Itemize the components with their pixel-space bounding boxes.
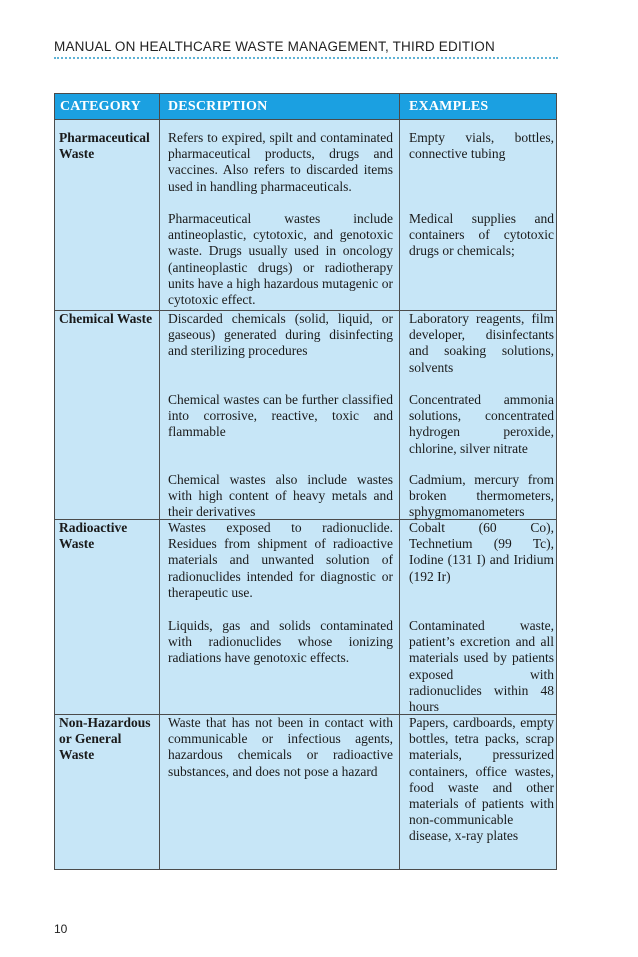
examples-cell: Cobalt (60 Co), Technetium (99 Tc), Iodine (131 I) and Iridium (192 Ir): [409, 520, 554, 584]
column-divider: [399, 94, 400, 869]
description-cell: Pharmaceutical wastes include antineoplastic, cytotoxic, and genotoxic waste. Drugs usually used in oncology (antineoplastic drugs) or radiotherapy units have a high hazardous mutagenic or cytotoxic effect.: [168, 211, 393, 308]
examples-cell: Contaminated waste, patient’s excretion and all materials used by patients exposed with radionuclides within 48 hours: [409, 618, 554, 715]
description-cell: Discarded chemicals (solid, liquid, or gaseous) generated during disinfecting and sterilizing procedures: [168, 311, 393, 359]
header-category: CATEGORY: [60, 99, 141, 114]
examples-cell: Cadmium, mercury from broken thermometers, sphygmomanometers: [409, 472, 554, 520]
examples-cell: Laboratory reagents, film developer, disinfectants and soaking solutions, solvents: [409, 311, 554, 375]
category-radioactive: Radioactive Waste: [59, 520, 128, 552]
waste-category-table: [54, 93, 557, 870]
page-number: 10: [54, 922, 68, 936]
category-non-hazardous: Non-Hazardous or General Waste: [59, 715, 151, 763]
description-cell: Refers to expired, spilt and contaminated pharmaceutical products, drugs and vaccines. Also refers to discarded items used in handling pharmaceuticals.: [168, 130, 393, 194]
table-header-row: [55, 94, 556, 119]
description-cell: Chemical wastes also include wastes with high content of heavy metals and their derivatives: [168, 472, 393, 520]
examples-cell: Empty vials, bottles, connective tubing: [409, 130, 554, 162]
description-cell: Wastes exposed to radionuclide. Residues from shipment of radioactive materials and unwanted solution of radionuclides intended for diagnostic or therapeutic use.: [168, 520, 393, 600]
running-head: MANUAL ON HEALTHCARE WASTE MANAGEMENT, THIRD EDITION: [54, 39, 495, 54]
row-divider: [55, 119, 556, 120]
header-rule: [54, 57, 558, 59]
description-cell: Chemical wastes can be further classified into corrosive, reactive, toxic and flammable: [168, 392, 393, 440]
category-chemical: Chemical Waste: [59, 311, 153, 326]
header-examples: EXAMPLES: [409, 99, 489, 114]
column-divider: [159, 94, 160, 869]
header-description: DESCRIPTION: [168, 99, 268, 114]
examples-cell: Medical supplies and containers of cytotoxic drugs or chemicals;: [409, 211, 554, 259]
examples-cell: Concentrated ammonia solutions, concentrated hydrogen peroxide, chlorine, silver nitrate: [409, 392, 554, 456]
examples-cell: Papers, cardboards, empty bottles, tetra packs, scrap materials, pressurized containers, office wastes, food waste and other materials of patients with non-communicable disease, x-ray plates: [409, 715, 554, 844]
category-pharmaceutical: Pharmaceutical Waste: [59, 130, 150, 162]
description-cell: Waste that has not been in contact with communicable or infectious agents, hazardous chemicals or radioactive substances, and does not pose a hazard: [168, 715, 393, 779]
description-cell: Liquids, gas and solids contaminated with radionuclides whose ionizing radiations have genotoxic effects.: [168, 618, 393, 666]
